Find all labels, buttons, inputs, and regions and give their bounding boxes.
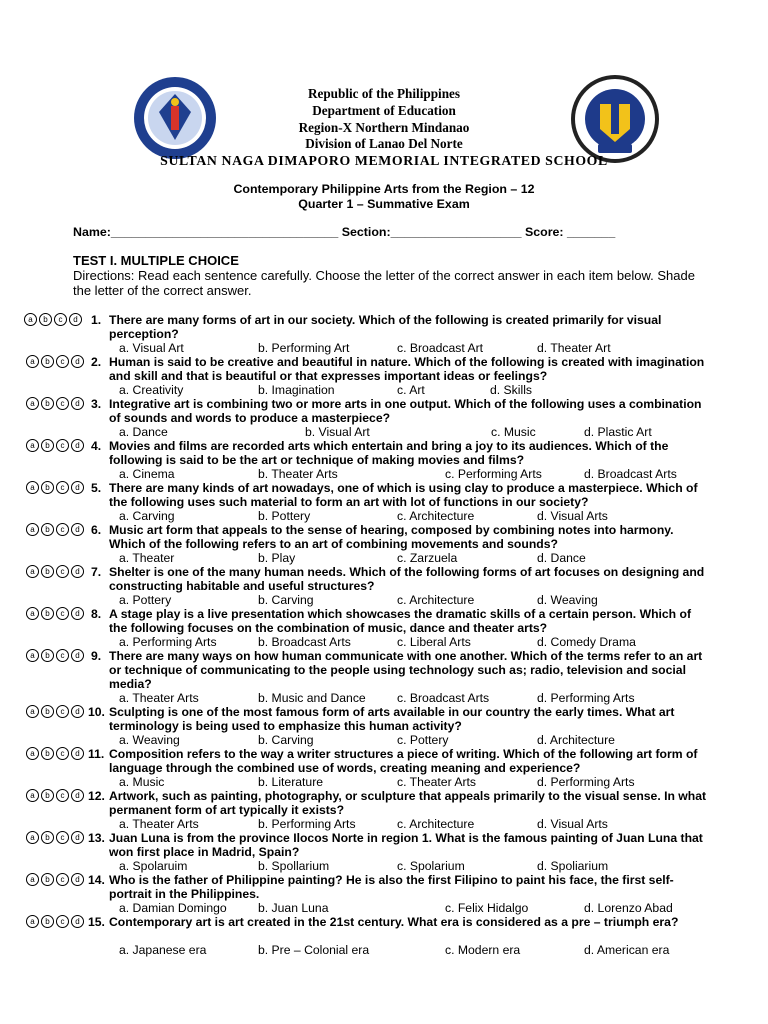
question-text: Sculpting is one of the most famous form of arts available in our country the early times. What art terminology is being used to emphasize this human activity? [109, 705, 675, 733]
answer-bubbles [26, 439, 86, 453]
answer-option: d. Comedy Drama [537, 635, 636, 649]
question-number: 9. [91, 649, 102, 663]
question-number: 8. [91, 607, 102, 621]
answer-bubble-b[interactable]: b [41, 565, 54, 578]
answer-option: b. Broadcast Arts [258, 635, 351, 649]
question-number: 15. [88, 915, 105, 929]
answer-bubble-c[interactable]: c [56, 649, 69, 662]
answer-bubble-c[interactable]: c [56, 523, 69, 536]
name-section-score-line: Name:_________________________________ Section:___________________ Score: _______ [73, 225, 616, 239]
question-text: Who is the father of Philippine painting? He is also the first Filipino to paint his face, the first self-portrait in the Philippines. [109, 873, 674, 901]
answer-bubble-b[interactable]: b [39, 313, 52, 326]
answer-option: b. Spollarium [258, 859, 330, 873]
question-text: Integrative art is combining two or more arts in one output. Which of the following uses a combination of sounds and words to produce a masterpiece? [109, 397, 702, 425]
answer-bubble-b[interactable]: b [41, 397, 54, 410]
answer-option: a. Japanese era [119, 943, 207, 957]
answer-bubble-a[interactable]: a [26, 397, 39, 410]
question-text: Composition refers to the way a writer structures a piece of writing. Which of the following art form of language through the combined use of words, creating meaning and experience? [109, 747, 698, 775]
header-line: Republic of the Philippines [307, 86, 461, 101]
answer-bubble-a[interactable]: a [26, 873, 39, 886]
answer-option: d. Plastic Art [584, 425, 652, 439]
answer-bubble-a[interactable]: a [26, 481, 39, 494]
answer-option: b. Performing Art [258, 341, 350, 355]
question-number: 1. [91, 313, 102, 327]
answer-bubble-c[interactable]: c [56, 397, 69, 410]
question-text: There are many kinds of art nowadays, one of which is using clay to produce a masterpiece. Which of the following uses such material to form an art with lot of functions in our society? [109, 481, 698, 509]
answer-bubbles [26, 705, 86, 719]
answer-option: a. Performing Arts [119, 635, 217, 649]
answer-bubbles [24, 313, 84, 327]
answer-bubble-b[interactable]: b [41, 789, 54, 802]
answer-bubble-d[interactable]: d [71, 397, 84, 410]
answer-option: a. Dance [119, 425, 168, 439]
question-text: Music art form that appeals to the sense of hearing, composed by combining notes into harmony. Which of the following refers to an art of combining movements and sounds? [109, 523, 674, 551]
answer-bubble-b[interactable]: b [41, 355, 54, 368]
answer-option: c. Broadcast Arts [397, 691, 490, 705]
answer-option: c. Performing Arts [445, 467, 542, 481]
question-number: 13. [88, 831, 105, 845]
directions: Directions: Read each sentence carefully. Choose the letter of the correct answer in each item below. Shade the letter of the correct answer. [73, 268, 695, 298]
answer-option: c. Art [397, 383, 425, 397]
answer-bubble-a[interactable]: a [26, 831, 39, 844]
answer-option: d. Architecture [537, 733, 615, 747]
answer-bubble-c[interactable]: c [56, 565, 69, 578]
school-name: SULTAN NAGA DIMAPORO MEMORIAL INTEGRATED SCHOOL [160, 153, 608, 168]
answer-bubble-b[interactable]: b [41, 747, 54, 760]
exam-title: Quarter 1 – Summative Exam [298, 197, 470, 211]
answer-option: a. Theater Arts [119, 691, 199, 705]
header-line: Region-X Northern Mindanao [298, 120, 470, 135]
answer-bubble-b[interactable]: b [41, 705, 54, 718]
answer-option: a. Pottery [119, 593, 172, 607]
answer-option: a. Spolaruim [119, 859, 188, 873]
answer-option: d. Skills [490, 383, 532, 397]
answer-bubble-c[interactable]: c [56, 355, 69, 368]
answer-option: c. Architecture [397, 509, 475, 523]
answer-bubble-a[interactable]: a [26, 789, 39, 802]
answer-option: b. Music and Dance [258, 691, 366, 705]
question-text: Contemporary art is art created in the 21st century. What era is considered as a pre – triumph era? [109, 915, 679, 929]
answer-bubble-d[interactable]: d [69, 313, 82, 326]
answer-option: d. Dance [537, 551, 586, 565]
answer-option: c. Architecture [397, 593, 475, 607]
answer-bubble-c[interactable]: c [56, 831, 69, 844]
question-text: Movies and films are recorded arts which entertain and bring a joy to its audiences. Which of the following is said to be the art or technique of making movies and films? [109, 439, 669, 467]
answer-bubble-b[interactable]: b [41, 831, 54, 844]
answer-option: b. Performing Arts [258, 817, 356, 831]
answer-option: a. Theater [119, 551, 175, 565]
answer-bubble-b[interactable]: b [41, 481, 54, 494]
answer-bubble-d[interactable]: d [71, 831, 84, 844]
answer-bubble-a[interactable]: a [26, 523, 39, 536]
answer-option: a. Cinema [119, 467, 175, 481]
answer-option: d. Spoliarium [537, 859, 609, 873]
header-line: Department of Education [312, 103, 456, 118]
question-text: Juan Luna is from the province Ilocos Norte in region 1. What is the famous painting of Juan Luna that won first place in Madrid, Spain? [109, 831, 703, 859]
question-number: 10. [88, 705, 105, 719]
answer-bubble-c[interactable]: c [56, 915, 69, 928]
answer-bubbles [26, 747, 86, 761]
answer-bubbles [26, 607, 86, 621]
answer-option: d. Visual Arts [537, 817, 608, 831]
answer-bubble-d[interactable]: d [71, 355, 84, 368]
answer-bubbles [26, 481, 86, 495]
answer-bubble-d[interactable]: d [71, 705, 84, 718]
answer-bubble-a[interactable]: a [26, 565, 39, 578]
answer-bubble-c[interactable]: c [56, 481, 69, 494]
answer-bubbles [26, 523, 86, 537]
answer-bubble-a[interactable]: a [26, 915, 39, 928]
answer-bubble-a[interactable]: a [26, 439, 39, 452]
answer-option: c. Architecture [397, 817, 475, 831]
answer-option: b. Literature [258, 775, 324, 789]
answer-bubble-b[interactable]: b [41, 649, 54, 662]
answer-bubble-c[interactable]: c [56, 439, 69, 452]
answer-option: c. Spolarium [397, 859, 465, 873]
answer-option: b. Juan Luna [258, 901, 329, 915]
question-number: 2. [91, 355, 102, 369]
answer-bubble-c[interactable]: c [56, 873, 69, 886]
answer-bubble-d[interactable]: d [71, 565, 84, 578]
question-number: 6. [91, 523, 102, 537]
answer-bubble-a[interactable]: a [26, 355, 39, 368]
subject-title: Contemporary Philippine Arts from the Region – 12 [233, 182, 535, 196]
answer-bubble-d[interactable]: d [71, 607, 84, 620]
header-line: Division of Lanao Del Norte [305, 136, 463, 151]
answer-option: b. Carving [258, 593, 314, 607]
answer-option: a. Carving [119, 509, 175, 523]
answer-bubbles [26, 831, 86, 845]
answer-option: d. Theater Art [537, 341, 611, 355]
answer-bubbles [26, 789, 86, 803]
question-number: 7. [91, 565, 102, 579]
answer-option: a. Weaving [119, 733, 180, 747]
test-title: TEST I. MULTIPLE CHOICE [73, 253, 239, 268]
answer-bubble-b[interactable]: b [41, 607, 54, 620]
answer-option: d. Performing Arts [537, 691, 635, 705]
answer-option: c. Zarzuela [397, 551, 458, 565]
answer-option: d. Performing Arts [537, 775, 635, 789]
answer-option: a. Damian Domingo [119, 901, 227, 915]
question-text: There are many forms of art in our society. Which of the following is created primarily for visual perception? [109, 313, 662, 341]
answer-bubble-c[interactable]: c [56, 607, 69, 620]
answer-option: d. Lorenzo Abad [584, 901, 673, 915]
question-number: 5. [91, 481, 102, 495]
answer-bubble-c[interactable]: c [56, 747, 69, 760]
answer-option: c. Felix Hidalgo [445, 901, 529, 915]
answer-bubbles [26, 565, 86, 579]
answer-bubble-c[interactable]: c [54, 313, 67, 326]
answer-bubble-b[interactable]: b [41, 915, 54, 928]
answer-bubble-b[interactable]: b [41, 439, 54, 452]
question-number: 11. [88, 747, 105, 761]
answer-option: d. American era [584, 943, 670, 957]
answer-option: c. Music [491, 425, 536, 439]
answer-option: b. Pottery [258, 509, 311, 523]
answer-option: d. Broadcast Arts [584, 467, 677, 481]
question-number: 12. [88, 789, 105, 803]
answer-bubble-a[interactable]: a [26, 747, 39, 760]
answer-bubble-c[interactable]: c [56, 705, 69, 718]
answer-option: c. Broadcast Art [397, 341, 484, 355]
answer-option: a. Creativity [119, 383, 184, 397]
answer-bubble-c[interactable]: c [56, 789, 69, 802]
answer-bubble-d[interactable]: d [71, 481, 84, 494]
question-text: Artwork, such as painting, photography, or sculpture that appeals primarily to the visual sense. In what permanent form of art typically it exists? [109, 789, 707, 817]
question-text: A stage play is a live presentation which showcases the dramatic skills of a certain person. Which of the following focuses on the combination of music, dance and theater arts? [109, 607, 692, 635]
answer-bubble-d[interactable]: d [71, 649, 84, 662]
question-text: Human is said to be creative and beautiful in nature. Which of the following is created with imagination and skill and that is beautiful or that expresses important ideas or feelings? [109, 355, 705, 383]
answer-option: a. Visual Art [119, 341, 184, 355]
answer-bubble-d[interactable]: d [71, 873, 84, 886]
answer-bubble-a[interactable]: a [24, 313, 37, 326]
answer-option: a. Theater Arts [119, 817, 199, 831]
answer-bubble-b[interactable]: b [41, 523, 54, 536]
answer-bubble-d[interactable]: d [71, 915, 84, 928]
answer-bubble-d[interactable]: d [71, 747, 84, 760]
answer-bubbles [26, 649, 86, 663]
answer-bubble-a[interactable]: a [26, 607, 39, 620]
answer-option: d. Weaving [537, 593, 598, 607]
question-number: 3. [91, 397, 102, 411]
answer-bubbles [26, 915, 86, 929]
answer-option: c. Modern era [445, 943, 521, 957]
question-number: 14. [88, 873, 105, 887]
answer-bubble-d[interactable]: d [71, 789, 84, 802]
answer-bubbles [26, 355, 86, 369]
answer-bubbles [26, 397, 86, 411]
answer-option: d. Visual Arts [537, 509, 608, 523]
answer-option: b. Theater Arts [258, 467, 338, 481]
question-text: There are many ways on how human communicate with one another. Which of the terms refer to an art or technique of communicating to the people using technology such as; radio, television and social media? [109, 649, 703, 691]
answer-option: c. Pottery [397, 733, 449, 747]
answer-bubbles [26, 873, 86, 887]
answer-option: b. Carving [258, 733, 314, 747]
answer-option: b. Pre – Colonial era [258, 943, 370, 957]
answer-bubble-a[interactable]: a [26, 649, 39, 662]
question-text: Shelter is one of the many human needs. Which of the following forms of art focuses on designing and constructing habitable and useful structures? [109, 565, 705, 593]
answer-option: b. Play [258, 551, 296, 565]
answer-bubble-d[interactable]: d [71, 439, 84, 452]
answer-bubble-d[interactable]: d [71, 523, 84, 536]
answer-option: b. Visual Art [305, 425, 370, 439]
answer-option: b. Imagination [258, 383, 335, 397]
answer-bubble-a[interactable]: a [26, 705, 39, 718]
answer-option: c. Theater Arts [397, 775, 477, 789]
answer-option: c. Liberal Arts [397, 635, 471, 649]
answer-bubble-b[interactable]: b [41, 873, 54, 886]
question-number: 4. [91, 439, 102, 453]
answer-option: a. Music [119, 775, 165, 789]
